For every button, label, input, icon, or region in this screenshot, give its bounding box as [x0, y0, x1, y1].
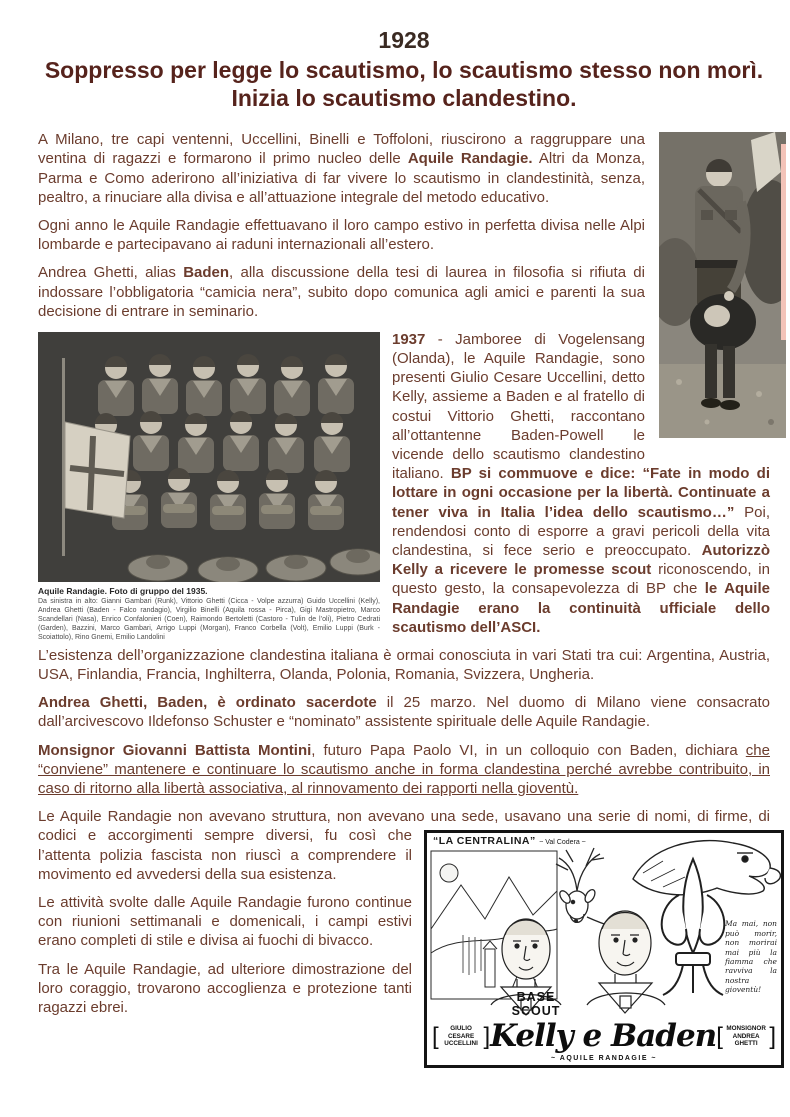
eagle-illustration: [633, 841, 780, 895]
group-photo-caption: [38, 586, 380, 642]
paragraph-sacerdote: Andrea Ghetti, Baden, è ordinato sacerdote il 25 marzo. Nel duomo di Milano viene consacrato dall’arcivescovo Ildefonso Schuster e “nominato” assistente spirituale delle Aquile Randagie.: [38, 694, 770, 731]
cartoon-left-label: [432, 1022, 491, 1050]
paragraph-attivita: Le attività svolte dalle Aquile Randagie furono continue con riunioni settimanali e domenicali, i campi estivi erano completi di stile e divisa ai fuochi di bivacco.: [38, 893, 412, 950]
paragraph-montini: Monsignor Giovanni Battista Montini, futuro Papa Paolo VI, in un colloquio con Baden, dichiara che “conviene” mantenere e continuare lo scautismo anche in forma clandestina perché avrebbe contribuito, in caso di ritorno alla libertà associativa, al rinnovamento dei rapporti nella gioventù.: [38, 741, 770, 797]
cartoon-header-title: “LA CENTRALINA”: [433, 835, 536, 848]
caption-body: Da sinistra in alto: Gianni Gambari (Runk), Vittorio Ghetti (Cicca - Volpe azzurra) Guido Uccellini (Kelly), Andrea Ghetti (Baden - Falco randagio), Virgilio Binelli (Aquila rossa - Pirca), Gigi Mastropietro, Marco Scandellari (Nasa), Enrico Confalonieri (Coen), Raimondo Bertoletti (Castoro - Tulin de l’oli), Pietro Cedrati (Garden), Bazzini, Marco Gambari, Arrigo Luppi (Morgan), Franco Corbella (Volt), Emilio Luppi (Burk - Scoiattolo), Rino Gnemi, Emilio Landolini: [38, 597, 380, 642]
heading-line-1: Soppresso per legge lo scautismo, lo scautismo stesso non morì.: [44, 57, 764, 83]
heading-line-2: Inizia lo scautismo clandestino.: [231, 84, 577, 111]
cartoon-base-scout-label: BASE SCOUT: [511, 990, 561, 1019]
paragraph-andrea-ghetti: Andrea Ghetti, alias Baden, alla discussione della tesi di laurea in filosofia si rifiuta di indossare l’obbligatoria “camicia nera”, subito dopo comunica agli amici e parenti la sua decisione di entrare in seminario.: [38, 264, 645, 320]
right-bracket-close: ]: [769, 1022, 776, 1050]
group-photo-image: [38, 332, 380, 582]
cartoon-header-suffix: ~ Val Codera ~: [539, 839, 586, 847]
scout-portrait-photo: [659, 132, 786, 438]
page-content: [0, 27, 790, 1063]
cartoon-frame: [424, 830, 784, 1068]
scout-portrait-image: [659, 132, 786, 438]
left-bracket: [: [432, 1022, 439, 1050]
cartoon-subtitle: ~ AQUILE RANDAGIE ~: [550, 1055, 658, 1063]
left-label-text: GIULIO CESARE UCCELLINI: [444, 1024, 478, 1048]
cartoon-blurb: Ma mai, non può morir, non morirai mai più la fiamma che ravviva la nostra gioventù!: [725, 919, 777, 994]
paragraph-campo-estivo: Ogni anno le Aquile Randagie effettuavano il loro campo estivo in perfetta divisa nelle Alpi lombarde e partecipavano ai raduni internazionali all’estero.: [38, 216, 645, 254]
centralina-cartoon: [424, 830, 784, 1068]
left-bracket-close: ]: [483, 1022, 491, 1050]
right-label-text: MONSIGNOR ANDREA GHETTI: [726, 1024, 766, 1048]
main-heading: [38, 57, 770, 112]
cartoon-title: Kelly e Baden: [490, 1017, 717, 1054]
paragraph-jamboree-1937: 1937 - Jamboree di Vogelensang (Olanda), le Aquile Randagie, sono presenti Giulio Cesare Uccellini, detto Kelly, assieme a Baden e al fratello di costui Vittorio Ghetti, raccontano all’ottantenne Baden-Powell le vicende dello scautismo clandestino italiano. BP si commuove e dice: “Fate in modo di lottare in ogni occasione per la libertà. Continuate a tener viva in Italia l’idea dello scautismo…” Poi, rendendosi conto di esporre a gravi pericoli della vita clandestina, si fece serio e preoccupato. Autorizzò Kelly a ricevere le promesse scout riconoscendo, in questo gesto, la consapevolezza di BP che le Aquile Randagie erano la continuità ufficiale dello scautismo dell’ASCI.: [392, 330, 771, 636]
paragraph-esistenza: L’esistenza dell’organizzazione clandestina italiana è ormai conosciuta in vari Stati tra cui: Argentina, Austria, USA, Finlandia, Francia, Inghilterra, Olanda, Polonia, Romania, Svizzera, Ungheria.: [38, 646, 770, 684]
cartoon-right-label: [716, 1022, 776, 1050]
caption-title: Aquile Randagie. Foto di gruppo del 1935.: [38, 585, 208, 596]
struttura-text-a: Le Aquile Randagie non avevano struttura, non avevano una sede, usavano una serie di nomi, di: [38, 808, 715, 826]
paragraph-ragazzi-ebrei: Tra le Aquile Randagie, ad ulteriore dimostrazione del loro coraggio, trovarono accoglienza e protezione tanti ragazzi ebrei.: [38, 960, 412, 1016]
struttura-text-b: firme, di codici e accorgimenti sempre diversi, fu così che l’attenta polizia fascista non riuscì a comprendere il movimento ed avvedersi della sua esistenza.: [38, 808, 770, 883]
year-title: 1928: [378, 27, 430, 53]
right-bracket: [: [716, 1022, 723, 1050]
cartoon-bottom-row: [432, 1017, 776, 1057]
paragraph-milano: A Milano, tre capi ventenni, Uccellini, Binelli e Toffoloni, riuscirono a raggruppare una ventina di ragazzi e formarono il primo nucleo delle Aquile Randagie. Altri da Monza, Parma e Como aderirono all’iniziativa di far vivere lo scautismo in clandestinità, senza, pealtro, a rinuciare alla divisa e all’attuazione integrale del metodo educativo.: [38, 131, 645, 206]
cartoon-header: [433, 835, 586, 848]
baden-portrait: [587, 911, 665, 1013]
group-photo-figure: [38, 332, 380, 642]
